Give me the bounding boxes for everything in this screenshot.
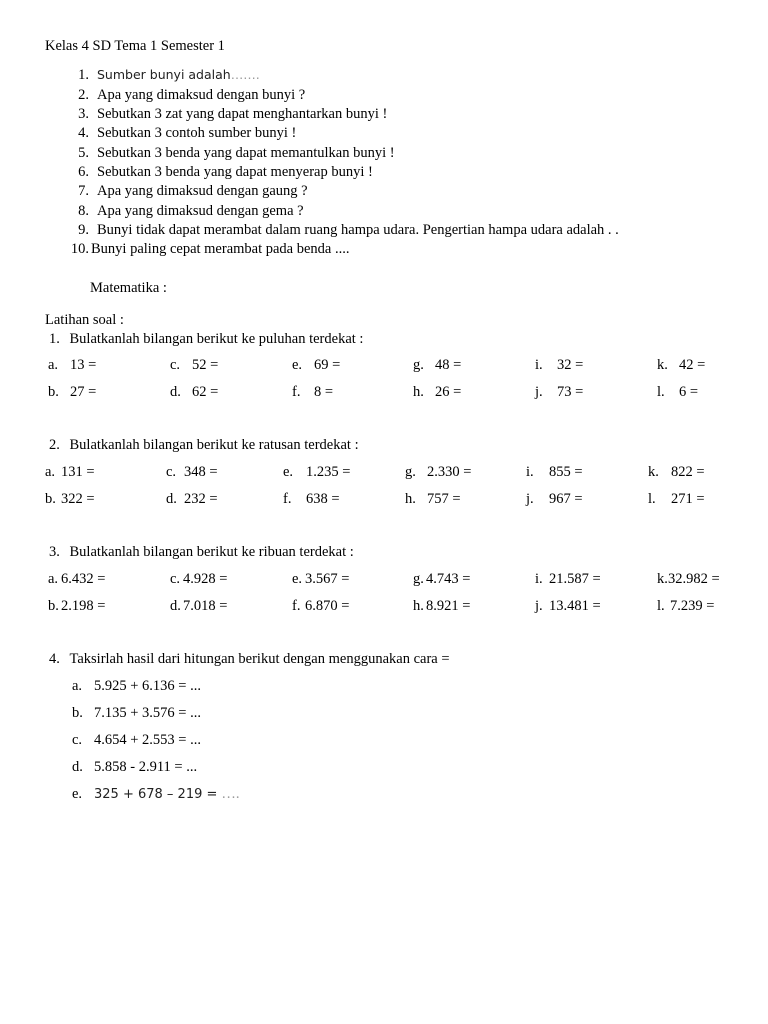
item-label: a.	[48, 357, 59, 373]
exercise-item	[292, 599, 349, 614]
page-title: Kelas 4 SD Tema 1 Semester 1	[45, 38, 225, 54]
exercise-item	[292, 358, 340, 373]
question-text: Bunyi paling cepat merambat pada benda ....	[91, 241, 350, 257]
item-label: b.	[72, 705, 83, 721]
item-value: 13 =	[70, 357, 97, 373]
item-label: j.	[535, 598, 543, 614]
exercise-item	[648, 465, 705, 480]
exercise-item	[535, 385, 583, 400]
item-value: 42 =	[679, 357, 706, 373]
item-value: 1.235 =	[306, 464, 351, 480]
exercise-item	[292, 572, 349, 587]
question-text: Sebutkan 3 zat yang dapat menghantarkan bunyi !	[97, 106, 388, 122]
exercise-item	[657, 385, 698, 400]
item-label: a.	[45, 464, 56, 480]
item-label: e.	[72, 786, 83, 802]
item-value: 325 + 678 – 219 =	[94, 787, 218, 802]
item-label: a.	[72, 678, 83, 694]
exercise-item	[413, 599, 470, 614]
item-value: 6 =	[679, 384, 699, 400]
item-value: 757 =	[427, 491, 461, 507]
list-item	[67, 184, 707, 199]
question-text: Bunyi tidak dapat merambat dalam ruang hampa udara. Pengertian hampa udara adalah . .	[97, 222, 619, 238]
item-label: l.	[657, 598, 665, 614]
item-value: 6.870 =	[305, 598, 350, 614]
answer-dots: …….	[230, 67, 260, 82]
exercise-item	[166, 465, 218, 480]
section-3-heading	[49, 545, 354, 560]
exercise-item	[526, 465, 583, 480]
question-text: Sebutkan 3 contoh sumber bunyi !	[97, 125, 297, 141]
exercise-item	[170, 358, 218, 373]
list-item	[67, 107, 707, 122]
list-item	[67, 126, 707, 141]
item-label: b.	[45, 491, 56, 507]
question-number: 1.	[78, 67, 89, 83]
subject-heading: Matematika :	[90, 280, 167, 296]
question-text: Sebutkan 3 benda yang dapat menyerap bunyi !	[97, 164, 373, 180]
section-number: 1.	[49, 331, 60, 347]
item-value: 7.135 + 3.576 = ...	[94, 705, 201, 721]
item-label: i.	[526, 464, 534, 480]
item-value: 13.481 =	[549, 598, 601, 614]
item-label: b.	[48, 384, 59, 400]
item-label: f.	[283, 491, 292, 507]
item-label: i.	[535, 571, 543, 587]
item-value: 7.239 =	[670, 598, 715, 614]
item-label: j.	[526, 491, 534, 507]
item-value: 21.587 =	[549, 571, 601, 587]
item-label: d.	[166, 491, 177, 507]
exercise-item	[292, 385, 333, 400]
exercise-item	[170, 385, 218, 400]
exercise-item	[48, 599, 105, 614]
exercise-item	[657, 572, 720, 587]
item-value: 4.743 =	[426, 571, 471, 587]
item-value: 8 =	[314, 384, 334, 400]
item-value: 2.198 =	[61, 598, 106, 614]
item-label: e.	[292, 357, 303, 373]
item-label: i.	[535, 357, 543, 373]
item-value: 62 =	[192, 384, 219, 400]
exercise-item	[413, 572, 470, 587]
item-label: h.	[413, 598, 424, 614]
item-value: 4.654 + 2.553 = ...	[94, 732, 201, 748]
item-label: k.	[657, 357, 668, 373]
item-value: 855 =	[549, 464, 583, 480]
item-value: 822 =	[671, 464, 705, 480]
section-1-heading	[49, 332, 363, 347]
list-item	[67, 165, 707, 180]
exercise-item	[413, 385, 461, 400]
section-number: 3.	[49, 544, 60, 560]
item-value: 26 =	[435, 384, 462, 400]
exercise-item	[283, 492, 340, 507]
exercise-item	[170, 572, 227, 587]
item-value: 52 =	[192, 357, 219, 373]
list-item	[67, 242, 707, 257]
item-value: 73 =	[557, 384, 584, 400]
item-label: d.	[170, 384, 181, 400]
section-number: 4.	[49, 651, 60, 667]
question-text: Apa yang dimaksud dengan gaung ?	[97, 183, 308, 199]
question-number: 7.	[78, 183, 89, 199]
exercise-item	[48, 572, 105, 587]
exercise-item	[405, 465, 471, 480]
question-number: 2.	[78, 87, 89, 103]
item-label: g.	[413, 571, 424, 587]
list-item	[67, 68, 707, 83]
section-2-heading	[49, 438, 359, 453]
item-value: 3.567 =	[305, 571, 350, 587]
exercise-item	[535, 599, 601, 614]
question-text: Sebutkan 3 benda yang dapat memantulkan bunyi !	[97, 145, 395, 161]
item-value: 232 =	[184, 491, 218, 507]
question-number: 6.	[78, 164, 89, 180]
item-value: 131 =	[61, 464, 95, 480]
list-item	[67, 88, 707, 103]
exercise-item	[48, 358, 96, 373]
item-label: f.	[292, 598, 301, 614]
section-text: Bulatkanlah bilangan berikut ke ratusan terdekat :	[69, 437, 359, 453]
item-label: g.	[405, 464, 416, 480]
item-label: h.	[413, 384, 424, 400]
item-label: d.	[170, 598, 181, 614]
question-number: 10.	[70, 241, 89, 257]
list-item	[67, 146, 707, 161]
section-text: Bulatkanlah bilangan berikut ke ribuan terdekat :	[69, 544, 354, 560]
question-number: 4.	[78, 125, 89, 141]
list-item	[72, 787, 240, 802]
question-text: Sumber bunyi adalah	[97, 67, 231, 82]
item-value: 48 =	[435, 357, 462, 373]
list-item	[67, 223, 707, 238]
exercise-heading: Latihan soal :	[45, 312, 124, 328]
item-value: 4.928 =	[183, 571, 228, 587]
item-label: l.	[657, 384, 665, 400]
exercise-item	[535, 572, 601, 587]
exercise-item	[535, 358, 583, 373]
section-4-heading	[49, 652, 450, 667]
section-text: Taksirlah hasil dari hitungan berikut dengan menggunakan cara =	[69, 651, 450, 667]
item-label: c.	[170, 571, 181, 587]
question-number: 5.	[78, 145, 89, 161]
item-label: k.	[657, 571, 668, 587]
item-value: 69 =	[314, 357, 341, 373]
item-value: 5.858 - 2.911 = ...	[94, 759, 198, 775]
item-value: 348 =	[184, 464, 218, 480]
question-text: Apa yang dimaksud dengan bunyi ?	[97, 87, 306, 103]
exercise-item	[45, 492, 95, 507]
item-value: 638 =	[306, 491, 340, 507]
item-label: h.	[405, 491, 416, 507]
exercise-item	[166, 492, 218, 507]
list-item	[72, 706, 201, 721]
exercise-item	[170, 599, 227, 614]
item-label: e.	[292, 571, 303, 587]
item-value: 27 =	[70, 384, 97, 400]
exercise-item	[48, 385, 96, 400]
item-label: e.	[283, 464, 294, 480]
item-value: 7.018 =	[183, 598, 228, 614]
list-item	[72, 679, 201, 694]
list-item	[72, 760, 197, 775]
question-number: 9.	[78, 222, 89, 238]
item-value: 322 =	[61, 491, 95, 507]
item-label: l.	[648, 491, 656, 507]
item-value: 2.330 =	[427, 464, 472, 480]
item-label: k.	[648, 464, 659, 480]
item-label: f.	[292, 384, 301, 400]
exercise-item	[413, 358, 461, 373]
item-value: 6.432 =	[61, 571, 106, 587]
question-number: 8.	[78, 203, 89, 219]
item-label: c.	[166, 464, 177, 480]
item-label: c.	[170, 357, 181, 373]
exercise-item	[283, 465, 350, 480]
exercise-item	[45, 465, 95, 480]
item-label: j.	[535, 384, 543, 400]
item-label: b.	[48, 598, 59, 614]
item-label: a.	[48, 571, 59, 587]
item-value: 32.982 =	[668, 571, 720, 587]
item-label: d.	[72, 759, 83, 775]
exercise-item	[648, 492, 705, 507]
item-value: 8.921 =	[426, 598, 471, 614]
exercise-item	[526, 492, 583, 507]
section-number: 2.	[49, 437, 60, 453]
item-value: 271 =	[671, 491, 705, 507]
item-label: c.	[72, 732, 83, 748]
question-number: 3.	[78, 106, 89, 122]
exercise-item	[657, 599, 714, 614]
item-value: 967 =	[549, 491, 583, 507]
exercise-item	[657, 358, 705, 373]
section-text: Bulatkanlah bilangan berikut ke puluhan terdekat :	[69, 331, 364, 347]
list-item	[72, 733, 201, 748]
item-label: g.	[413, 357, 424, 373]
list-item	[67, 204, 707, 219]
question-text: Apa yang dimaksud dengan gema ?	[97, 203, 304, 219]
exercise-item	[405, 492, 461, 507]
answer-dots: ….	[221, 786, 240, 802]
item-value: 5.925 + 6.136 = ...	[94, 678, 201, 694]
item-value: 32 =	[557, 357, 584, 373]
